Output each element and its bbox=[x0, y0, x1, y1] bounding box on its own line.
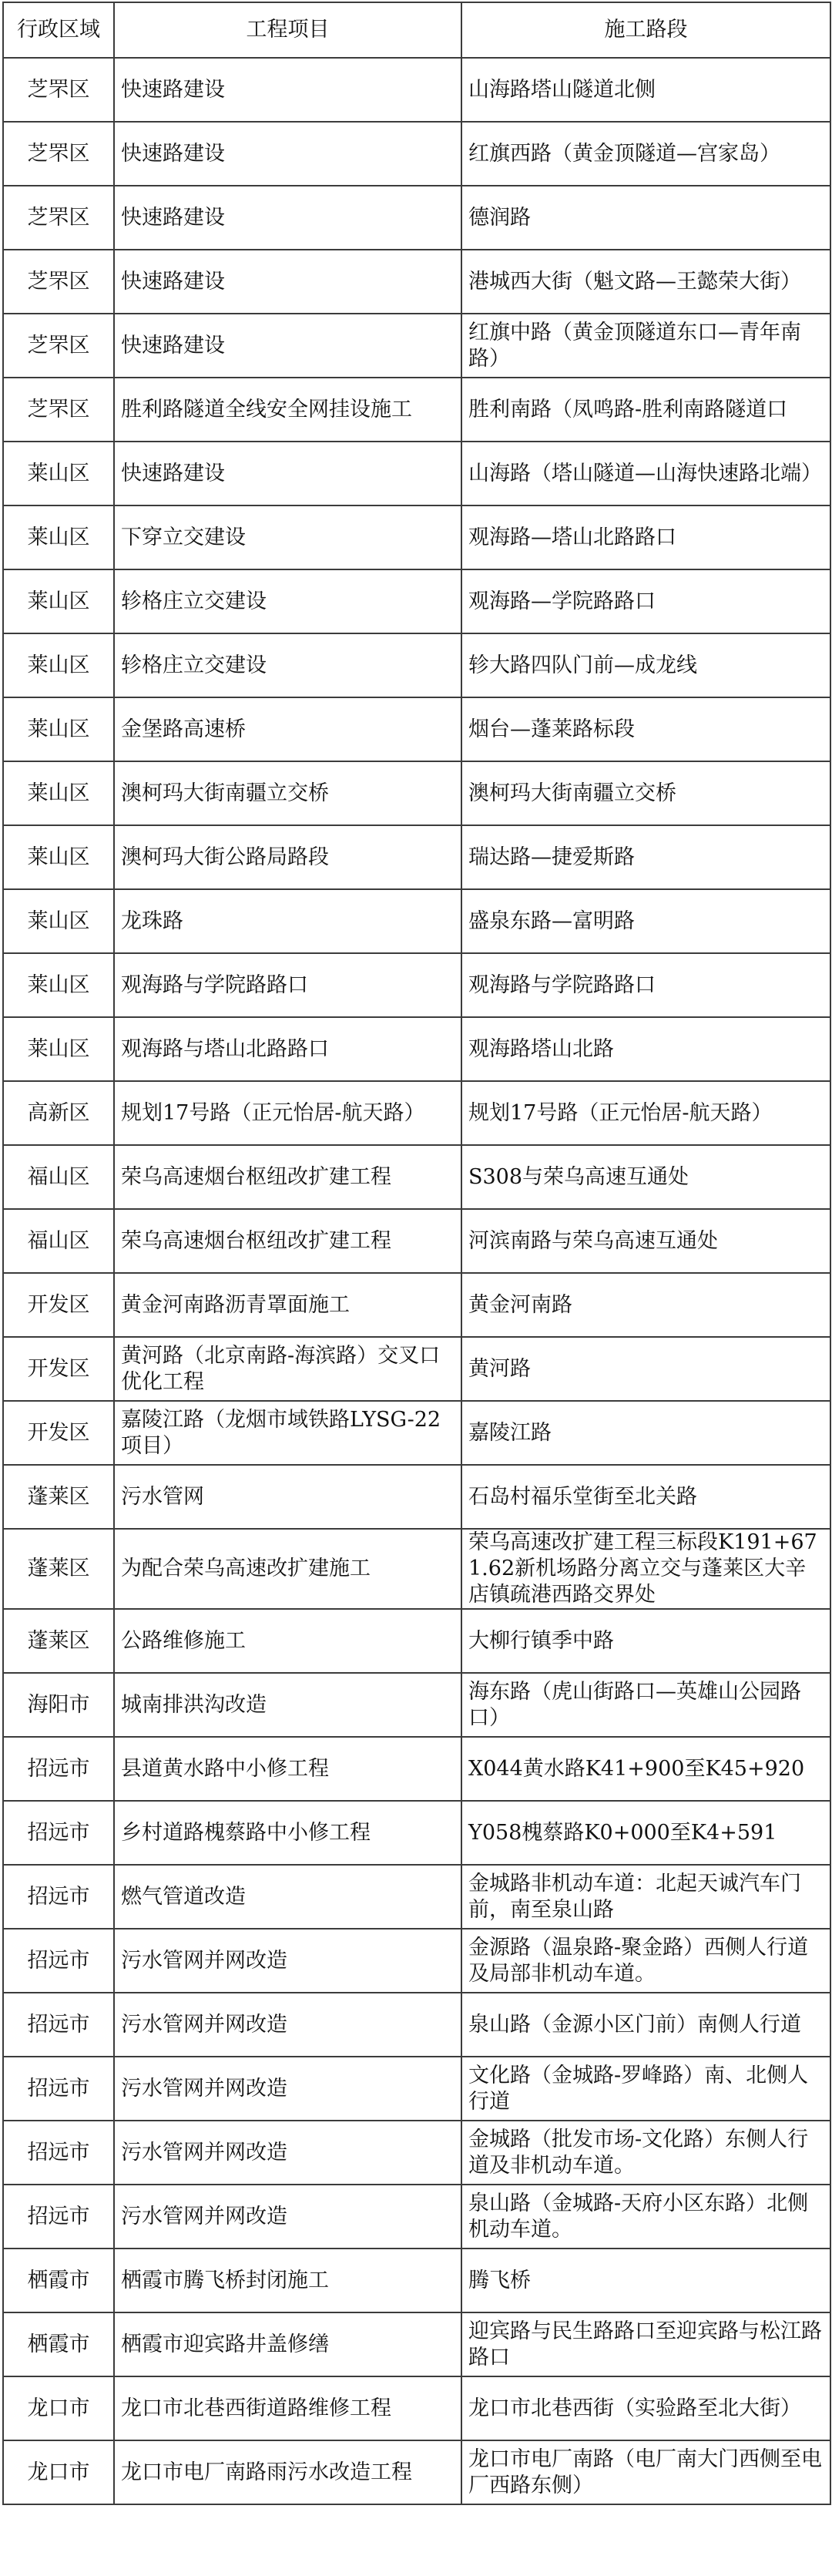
table-row bbox=[3, 2249, 830, 2312]
section-cell: 盛泉东路—富明路 bbox=[461, 889, 830, 953]
project-cell: 燃气管道改造 bbox=[114, 1865, 461, 1929]
header-row bbox=[3, 2, 830, 58]
district-cell: 莱山区 bbox=[3, 633, 114, 697]
table-row bbox=[3, 1865, 830, 1929]
district-cell: 招远市 bbox=[3, 1737, 114, 1801]
project-cell: 澳柯玛大街南疆立交桥 bbox=[114, 761, 461, 825]
project-cell: 快速路建设 bbox=[114, 250, 461, 314]
district-cell: 芝罘区 bbox=[3, 122, 114, 186]
table-row bbox=[3, 1801, 830, 1865]
table-row bbox=[3, 697, 830, 761]
project-cell: 金堡路高速桥 bbox=[114, 697, 461, 761]
table-row bbox=[3, 2440, 830, 2504]
table-row bbox=[3, 378, 830, 442]
district-cell: 莱山区 bbox=[3, 442, 114, 505]
header-district: 行政区域 bbox=[3, 2, 114, 58]
table-row bbox=[3, 761, 830, 825]
district-cell: 莱山区 bbox=[3, 569, 114, 633]
section-cell: 观海路—塔山北路路口 bbox=[461, 505, 830, 569]
project-cell: 观海路与塔山北路路口 bbox=[114, 1017, 461, 1081]
section-cell: 河滨南路与荣乌高速互通处 bbox=[461, 1209, 830, 1273]
district-cell: 开发区 bbox=[3, 1273, 114, 1337]
district-cell: 开发区 bbox=[3, 1337, 114, 1401]
project-cell: 黄金河南路沥青罩面施工 bbox=[114, 1273, 461, 1337]
section-cell: 观海路塔山北路 bbox=[461, 1017, 830, 1081]
project-cell: 快速路建设 bbox=[114, 58, 461, 122]
table-row bbox=[3, 1337, 830, 1401]
table-row bbox=[3, 2121, 830, 2185]
project-cell: 黄河路（北京南路-海滨路）交叉口优化工程 bbox=[114, 1337, 461, 1401]
table-row bbox=[3, 633, 830, 697]
section-cell: S308与荣乌高速互通处 bbox=[461, 1145, 830, 1209]
district-cell: 高新区 bbox=[3, 1081, 114, 1145]
table-row bbox=[3, 1673, 830, 1737]
section-cell: 金城路非机动车道：北起天诚汽车门前，南至泉山路 bbox=[461, 1865, 830, 1929]
project-cell: 澳柯玛大街公路局路段 bbox=[114, 825, 461, 889]
project-cell: 轸格庄立交建设 bbox=[114, 569, 461, 633]
project-cell: 龙口市电厂南路雨污水改造工程 bbox=[114, 2440, 461, 2504]
district-cell: 招远市 bbox=[3, 1801, 114, 1865]
section-cell: 大柳行镇季中路 bbox=[461, 1609, 830, 1673]
project-cell: 快速路建设 bbox=[114, 122, 461, 186]
section-cell: 腾飞桥 bbox=[461, 2249, 830, 2312]
section-cell: 石岛村福乐堂街至北关路 bbox=[461, 1465, 830, 1529]
section-cell: 黄金河南路 bbox=[461, 1273, 830, 1337]
table-row bbox=[3, 1929, 830, 1993]
section-cell: 金源路（温泉路-聚金路）西侧人行道及局部非机动车道。 bbox=[461, 1929, 830, 1993]
project-cell: 污水管网并网改造 bbox=[114, 1929, 461, 1993]
section-cell: X044黄水路K41+900至K45+920 bbox=[461, 1737, 830, 1801]
district-cell: 龙口市 bbox=[3, 2376, 114, 2440]
section-cell: 港城西大街（魁文路—王懿荣大街） bbox=[461, 250, 830, 314]
table-row bbox=[3, 442, 830, 505]
project-cell: 公路维修施工 bbox=[114, 1609, 461, 1673]
section-cell: 规划17号路（正元怡居-航天路） bbox=[461, 1081, 830, 1145]
district-cell: 福山区 bbox=[3, 1209, 114, 1273]
district-cell: 福山区 bbox=[3, 1145, 114, 1209]
district-cell: 龙口市 bbox=[3, 2440, 114, 2504]
district-cell: 芝罘区 bbox=[3, 314, 114, 378]
district-cell: 芝罘区 bbox=[3, 58, 114, 122]
table-row bbox=[3, 825, 830, 889]
project-cell: 污水管网并网改造 bbox=[114, 2185, 461, 2249]
district-cell: 莱山区 bbox=[3, 505, 114, 569]
section-cell: 观海路与学院路路口 bbox=[461, 953, 830, 1017]
table-row bbox=[3, 2057, 830, 2121]
section-cell: 胜利南路（凤鸣路-胜利南路隧道口 bbox=[461, 378, 830, 442]
district-cell: 招远市 bbox=[3, 2121, 114, 2185]
project-cell: 栖霞市迎宾路井盖修缮 bbox=[114, 2312, 461, 2376]
section-cell: 金城路（批发市场-文化路）东侧人行道及非机动车道。 bbox=[461, 2121, 830, 2185]
project-cell: 快速路建设 bbox=[114, 186, 461, 250]
section-cell: 观海路—学院路路口 bbox=[461, 569, 830, 633]
project-cell: 龙口市北巷西街道路维修工程 bbox=[114, 2376, 461, 2440]
district-cell: 蓬莱区 bbox=[3, 1465, 114, 1529]
table-row bbox=[3, 1273, 830, 1337]
district-cell: 蓬莱区 bbox=[3, 1609, 114, 1673]
district-cell: 莱山区 bbox=[3, 825, 114, 889]
section-cell: 嘉陵江路 bbox=[461, 1401, 830, 1465]
district-cell: 招远市 bbox=[3, 2057, 114, 2121]
project-cell: 栖霞市腾飞桥封闭施工 bbox=[114, 2249, 461, 2312]
table-row bbox=[3, 1017, 830, 1081]
district-cell: 海阳市 bbox=[3, 1673, 114, 1737]
district-cell: 招远市 bbox=[3, 2185, 114, 2249]
table-row bbox=[3, 1081, 830, 1145]
table-row bbox=[3, 1401, 830, 1465]
table-row bbox=[3, 889, 830, 953]
section-cell: 文化路（金城路-罗峰路）南、北侧人行道 bbox=[461, 2057, 830, 2121]
table-row bbox=[3, 505, 830, 569]
section-cell: 山海路（塔山隧道—山海快速路北端） bbox=[461, 442, 830, 505]
district-cell: 蓬莱区 bbox=[3, 1529, 114, 1609]
section-cell: Y058槐蔡路K0+000至K4+591 bbox=[461, 1801, 830, 1865]
section-cell: 烟台—蓬莱路标段 bbox=[461, 697, 830, 761]
district-cell: 芝罘区 bbox=[3, 378, 114, 442]
section-cell: 瑞达路—捷爱斯路 bbox=[461, 825, 830, 889]
table-row bbox=[3, 314, 830, 378]
project-cell: 为配合荣乌高速改扩建施工 bbox=[114, 1529, 461, 1609]
table-row bbox=[3, 2376, 830, 2440]
district-cell: 莱山区 bbox=[3, 889, 114, 953]
table-row bbox=[3, 1465, 830, 1529]
project-cell: 城南排洪沟改造 bbox=[114, 1673, 461, 1737]
project-cell: 荣乌高速烟台枢纽改扩建工程 bbox=[114, 1145, 461, 1209]
table-row bbox=[3, 953, 830, 1017]
project-cell: 胜利路隧道全线安全网挂设施工 bbox=[114, 378, 461, 442]
section-cell: 山海路塔山隧道北侧 bbox=[461, 58, 830, 122]
district-cell: 莱山区 bbox=[3, 761, 114, 825]
district-cell: 招远市 bbox=[3, 1993, 114, 2057]
district-cell: 莱山区 bbox=[3, 1017, 114, 1081]
project-cell: 污水管网并网改造 bbox=[114, 1993, 461, 2057]
table-row bbox=[3, 1529, 830, 1609]
project-cell: 快速路建设 bbox=[114, 442, 461, 505]
header-project: 工程项目 bbox=[114, 2, 461, 58]
construction-table bbox=[2, 2, 831, 2505]
table-row bbox=[3, 2312, 830, 2376]
section-cell: 红旗中路（黄金顶隧道东口—青年南路） bbox=[461, 314, 830, 378]
table-row bbox=[3, 122, 830, 186]
table-body bbox=[3, 58, 830, 2504]
project-cell: 县道黄水路中小修工程 bbox=[114, 1737, 461, 1801]
section-cell: 澳柯玛大街南疆立交桥 bbox=[461, 761, 830, 825]
district-cell: 芝罘区 bbox=[3, 186, 114, 250]
section-cell: 龙口市电厂南路（电厂南大门西侧至电厂西路东侧） bbox=[461, 2440, 830, 2504]
section-cell: 海东路（虎山街路口—英雄山公园路口） bbox=[461, 1673, 830, 1737]
section-cell: 泉山路（金城路-天府小区东路）北侧机动车道。 bbox=[461, 2185, 830, 2249]
section-cell: 龙口市北巷西街（实验路至北大街） bbox=[461, 2376, 830, 2440]
table-row bbox=[3, 2185, 830, 2249]
project-cell: 快速路建设 bbox=[114, 314, 461, 378]
district-cell: 招远市 bbox=[3, 1865, 114, 1929]
table-row bbox=[3, 569, 830, 633]
table-row bbox=[3, 1209, 830, 1273]
section-cell: 泉山路（金源小区门前）南侧人行道 bbox=[461, 1993, 830, 2057]
district-cell: 芝罘区 bbox=[3, 250, 114, 314]
table-row bbox=[3, 58, 830, 122]
table-row bbox=[3, 186, 830, 250]
project-cell: 下穿立交建设 bbox=[114, 505, 461, 569]
project-cell: 嘉陵江路（龙烟市域铁路LYSG-22项目） bbox=[114, 1401, 461, 1465]
district-cell: 招远市 bbox=[3, 1929, 114, 1993]
district-cell: 莱山区 bbox=[3, 953, 114, 1017]
section-cell: 红旗西路（黄金顶隧道—宫家岛） bbox=[461, 122, 830, 186]
section-cell: 荣乌高速改扩建工程三标段K191+671.62新机场路分离立交与蓬莱区大辛店镇疏港西路交界处 bbox=[461, 1529, 830, 1609]
project-cell: 荣乌高速烟台枢纽改扩建工程 bbox=[114, 1209, 461, 1273]
project-cell: 轸格庄立交建设 bbox=[114, 633, 461, 697]
project-cell: 龙珠路 bbox=[114, 889, 461, 953]
project-cell: 污水管网 bbox=[114, 1465, 461, 1529]
district-cell: 栖霞市 bbox=[3, 2249, 114, 2312]
table-row bbox=[3, 250, 830, 314]
table-row bbox=[3, 1737, 830, 1801]
project-cell: 规划17号路（正元怡居-航天路） bbox=[114, 1081, 461, 1145]
section-cell: 德润路 bbox=[461, 186, 830, 250]
project-cell: 乡村道路槐蔡路中小修工程 bbox=[114, 1801, 461, 1865]
project-cell: 污水管网并网改造 bbox=[114, 2121, 461, 2185]
district-cell: 栖霞市 bbox=[3, 2312, 114, 2376]
project-cell: 污水管网并网改造 bbox=[114, 2057, 461, 2121]
table-row bbox=[3, 1609, 830, 1673]
district-cell: 莱山区 bbox=[3, 697, 114, 761]
header-section: 施工路段 bbox=[461, 2, 830, 58]
district-cell: 开发区 bbox=[3, 1401, 114, 1465]
section-cell: 迎宾路与民生路路口至迎宾路与松江路路口 bbox=[461, 2312, 830, 2376]
table-row bbox=[3, 1993, 830, 2057]
project-cell: 观海路与学院路路口 bbox=[114, 953, 461, 1017]
table-row bbox=[3, 1145, 830, 1209]
section-cell: 黄河路 bbox=[461, 1337, 830, 1401]
section-cell: 轸大路四队门前—成龙线 bbox=[461, 633, 830, 697]
